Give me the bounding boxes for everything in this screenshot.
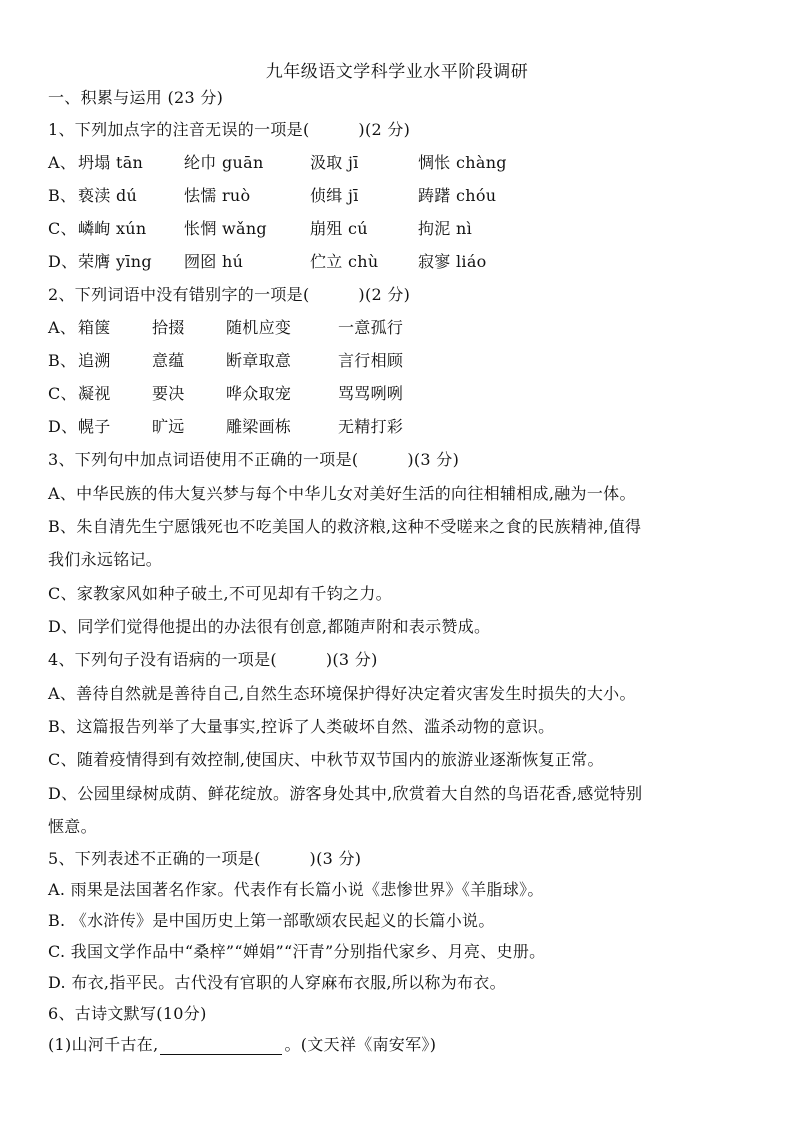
q1-option-c	[48, 219, 750, 239]
q3-option-b: B、朱自清先生宁愿饿死也不吃美国人的救济粮,这种不受嗟来之食的民族精神,值得	[48, 517, 642, 536]
q3-option-d: D、同学们觉得他提出的办法很有创意,都随声附和表示赞成。	[48, 617, 491, 636]
q3-stem: 3、下列句中加点词语使用不正确的一项是( )(3 分)	[48, 450, 460, 469]
option-prefix: D、	[48, 417, 78, 436]
q4-stem: 4、下列句子没有语病的一项是( )(3 分)	[48, 650, 378, 669]
option-item: 旷远	[152, 417, 185, 436]
q2-option-b	[48, 351, 750, 371]
option-item: 惆怅 chàng	[418, 153, 507, 172]
option-item: 一意孤行	[338, 318, 404, 337]
option-prefix: B、	[48, 186, 77, 205]
option-item: 伫立 chù	[310, 252, 379, 271]
option-prefix: C、	[48, 384, 77, 403]
q6-stem: 6、古诗文默写(10分)	[48, 1004, 207, 1023]
option-item: 箱箧	[78, 318, 111, 337]
option-item: 崩殂 cú	[310, 219, 368, 238]
option-item: 追溯	[78, 351, 111, 370]
q4-option-d-continued: 惬意。	[48, 817, 97, 836]
option-item: 坍塌 tān	[78, 153, 144, 172]
option-item: 纶巾 guān	[184, 153, 264, 172]
q3-option-a: A、中华民族的伟大复兴梦与每个中华儿女对美好生活的向往相辅相成,融为一体。	[48, 484, 636, 503]
q5-option-b: B. 《水浒传》是中国历史上第一部歌颂农民起义的长篇小说。	[48, 911, 495, 930]
option-item: 怯懦 ruò	[184, 186, 251, 205]
q5-option-a: A. 雨果是法国著名作家。代表作有长篇小说《悲惨世界》《羊脂球》。	[48, 880, 544, 899]
q6-item-1-source: 。(文天祥《南安军》)	[284, 1035, 437, 1054]
option-item: 无精打彩	[338, 417, 404, 436]
q1-option-b	[48, 186, 750, 206]
option-item: 随机应变	[226, 318, 292, 337]
option-item: 拾掇	[152, 318, 185, 337]
q3-option-b-continued: 我们永远铭记。	[48, 550, 163, 569]
q1-stem: 1、下列加点字的注音无误的一项是( )(2 分)	[48, 120, 411, 139]
option-prefix: C、	[48, 219, 77, 238]
option-prefix: A、	[48, 153, 77, 172]
option-prefix: A、	[48, 318, 77, 337]
option-item: 意蕴	[152, 351, 185, 370]
option-item: 断章取意	[226, 351, 292, 370]
q5-option-c: C. 我国文学作品中“桑梓”“婵娟”“汗青”分别指代家乡、月亮、史册。	[48, 942, 546, 961]
option-item: 寂寥 liáo	[418, 252, 487, 271]
option-item: 汲取 jī	[310, 153, 359, 172]
q2-option-d	[48, 417, 750, 437]
q2-option-a	[48, 318, 750, 338]
option-item: 荣膺 yīng	[78, 252, 152, 271]
q4-option-a: A、善待自然就是善待自己,自然生态环境保护得好决定着灾害发生时损失的大小。	[48, 684, 636, 703]
q6-item-1	[48, 1035, 750, 1055]
q6-item-1-text: (1)山河千古在,	[48, 1035, 159, 1054]
option-item: 亵渎 dú	[78, 186, 138, 205]
option-item: 侦缉 jī	[310, 186, 359, 205]
section-heading: 一、积累与运用 (23 分)	[48, 88, 224, 107]
q3-option-c: C、家教家风如种子破土,不可见却有千钧之力。	[48, 584, 392, 603]
q4-option-d: D、公园里绿树成荫、鲜花绽放。游客身处其中,欣赏着大自然的鸟语花香,感觉特别	[48, 784, 643, 803]
q1-option-a	[48, 153, 750, 173]
q1-option-d	[48, 252, 750, 272]
option-item: 嶙峋 xún	[78, 219, 147, 238]
q5-option-d: D. 布衣,指平民。古代没有官职的人穿麻布衣服,所以称为布衣。	[48, 973, 506, 992]
option-prefix: D、	[48, 252, 78, 271]
q4-option-c: C、随着疫情得到有效控制,使国庆、中秋节双节国内的旅游业逐渐恢复正常。	[48, 750, 604, 769]
option-item: 怅惘 wǎng	[184, 219, 267, 238]
option-item: 囫囵 hú	[184, 252, 244, 271]
option-item: 骂骂咧咧	[338, 384, 404, 403]
answer-blank[interactable]	[160, 1038, 282, 1055]
option-item: 拘泥 nì	[418, 219, 473, 238]
option-prefix: B、	[48, 351, 77, 370]
option-item: 言行相顾	[338, 351, 404, 370]
option-item: 踌躇 chóu	[418, 186, 497, 205]
q4-option-b: B、这篇报告列举了大量事实,控诉了人类破坏自然、滥杀动物的意识。	[48, 717, 555, 736]
option-item: 凝视	[78, 384, 111, 403]
option-item: 幌子	[78, 417, 111, 436]
option-item: 雕梁画栋	[226, 417, 292, 436]
page-title: 九年级语文学科学业水平阶段调研	[265, 62, 529, 82]
q5-stem: 5、下列表述不正确的一项是( )(3 分)	[48, 849, 362, 868]
q2-option-c	[48, 384, 750, 404]
q2-stem: 2、下列词语中没有错别字的一项是( )(2 分)	[48, 285, 411, 304]
option-item: 哗众取宠	[226, 384, 292, 403]
option-item: 要决	[152, 384, 185, 403]
